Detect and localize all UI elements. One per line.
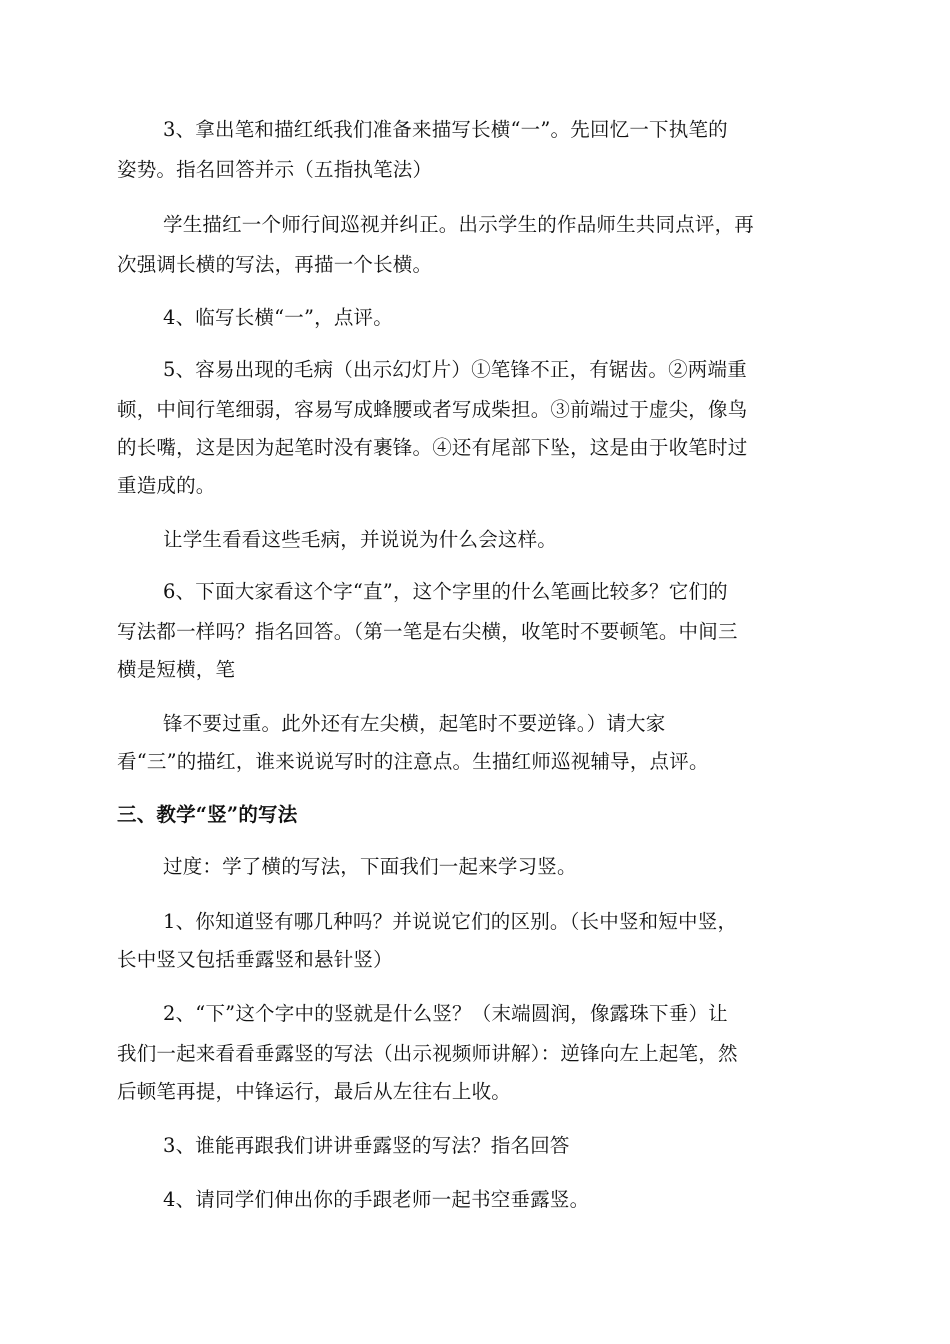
section-heading: 三、教学“竖”的写法 — [117, 803, 298, 826]
paragraph-line: 4、临写长横“一”，点评。 — [163, 306, 393, 329]
paragraph-line: 2、“下”这个字中的竖就是什么竖？（末端圆润，像露珠下垂）让 — [163, 1002, 728, 1025]
paragraph-line: 3、谁能再跟我们讲讲垂露竖的写法？指名回答 — [163, 1134, 570, 1157]
paragraph-line: 写法都一样吗？指名回答。（第一笔是右尖横，收笔时不要顿笔。中间三 — [117, 620, 738, 643]
paragraph-line: 次强调长横的写法，再描一个长横。 — [117, 253, 433, 276]
paragraph-line: 后顿笔再提，中锋运行，最后从左往右上收。 — [117, 1080, 512, 1103]
paragraph-line: 1、你知道竖有哪几种吗？并说说它们的区别。（长中竖和短中竖， — [163, 910, 738, 933]
paragraph-line: 过度：学了横的写法，下面我们一起来学习竖。 — [163, 855, 577, 878]
paragraph-line: 姿势。指名回答并示（五指执笔法） — [117, 158, 433, 181]
paragraph-line: 的长嘴，这是因为起笔时没有裹锋。④还有尾部下坠，这是由于收笔时过 — [117, 436, 748, 459]
paragraph-line: 看“三”的描红，谁来说说写时的注意点。生描红师巡视辅导，点评。 — [117, 750, 709, 773]
paragraph-line: 让学生看看这些毛病，并说说为什么会这样。 — [163, 528, 558, 551]
paragraph-line: 3、拿出笔和描红纸我们准备来描写长横“一”。先回忆一下执笔的 — [163, 118, 728, 141]
paragraph-line: 长中竖又包括垂露竖和悬针竖） — [117, 948, 393, 971]
paragraph-line: 顿，中间行笔细弱，容易写成蜂腰或者写成柴担。③前端过于虚尖，像鸟 — [117, 398, 748, 421]
paragraph-line: 6、下面大家看这个字“直”，这个字里的什么笔画比较多？它们的 — [163, 580, 728, 603]
paragraph-line: 4、请同学们伸出你的手跟老师一起书空垂露竖。 — [163, 1188, 590, 1211]
paragraph-line: 横是短横，笔 — [117, 658, 236, 681]
paragraph-line: 我们一起来看看垂露竖的写法（出示视频师讲解）：逆锋向左上起笔，然 — [117, 1042, 738, 1065]
paragraph-line: 5、容易出现的毛病（出示幻灯片）①笔锋不正，有锯齿。②两端重 — [163, 358, 747, 381]
paragraph-line: 锋不要过重。此外还有左尖横，起笔时不要逆锋。）请大家 — [163, 712, 666, 735]
paragraph-line: 学生描红一个师行间巡视并纠正。出示学生的作品师生共同点评，再 — [163, 213, 755, 236]
paragraph-line: 重造成的。 — [117, 474, 216, 497]
